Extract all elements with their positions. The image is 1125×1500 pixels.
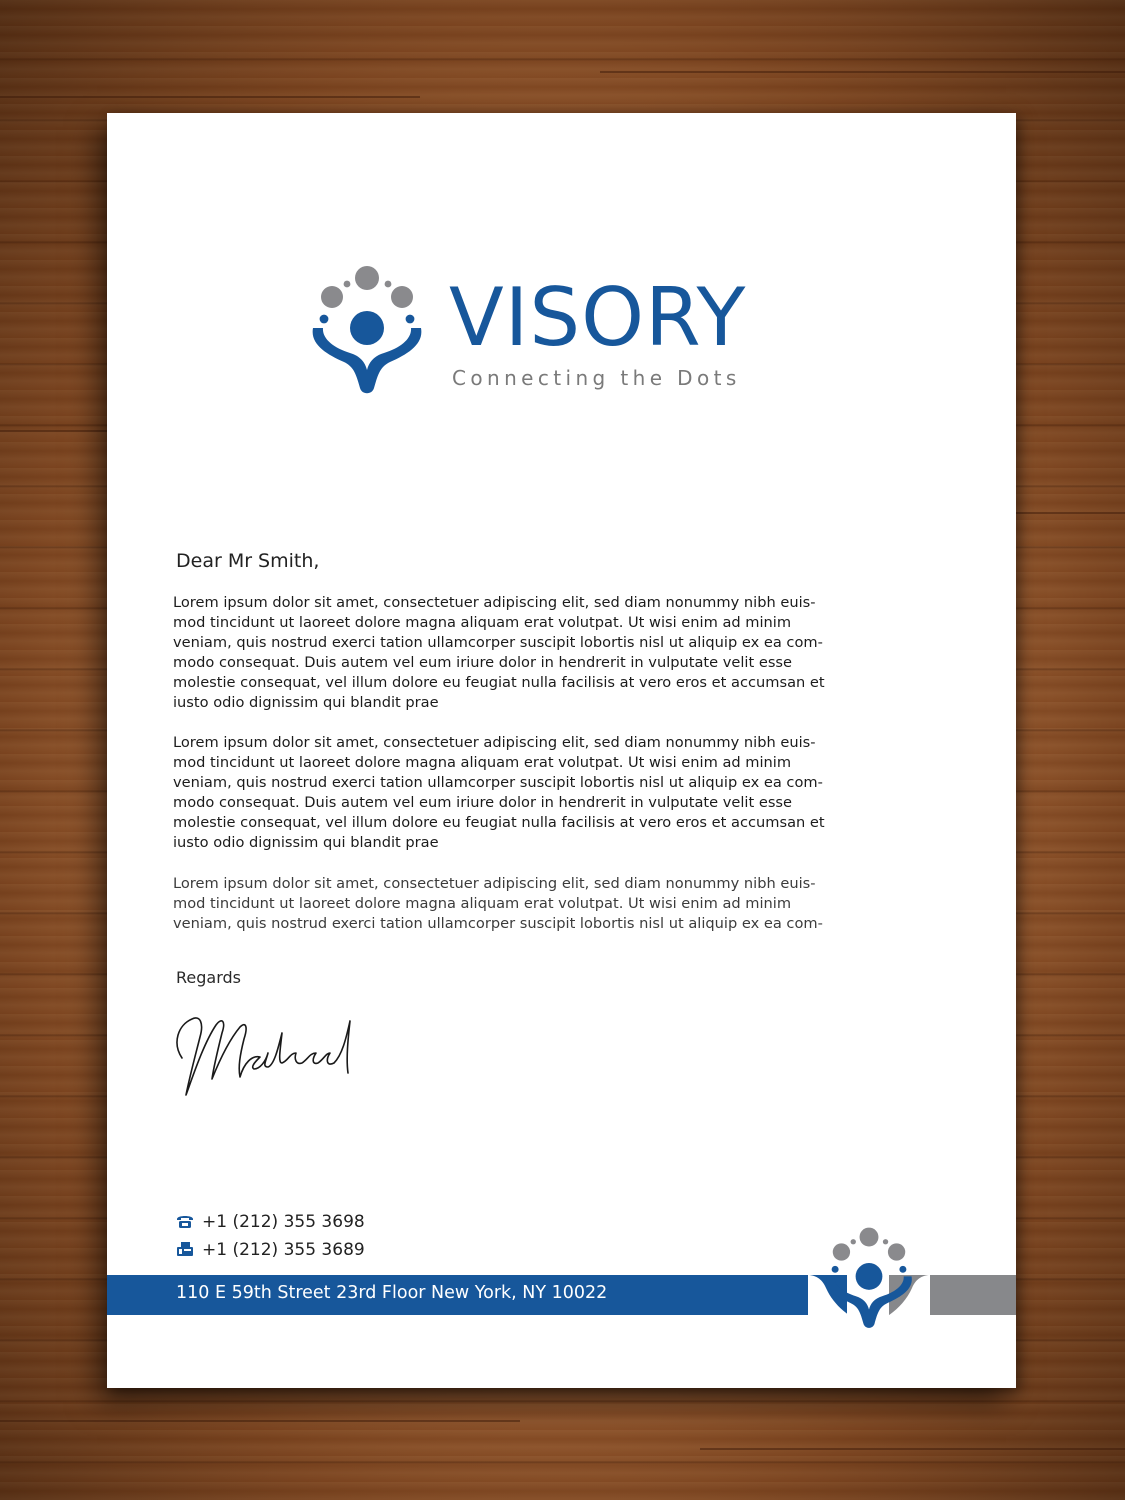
letter-paragraph bbox=[173, 874, 943, 934]
connected-dots-logo-icon bbox=[304, 264, 430, 396]
paragraph-line: iusto odio dignissim qui blandit prae bbox=[173, 834, 439, 851]
paragraph-line: mod tincidunt ut laoreet dolore magna aliquam erat volutpat. Ut wisi enim ad minim bbox=[173, 754, 792, 771]
paragraph-line: modo consequat. Duis autem vel eum iriure dolor in hendrerit in vulputate velit esse bbox=[173, 794, 793, 811]
brand-tagline: Connecting the Dots bbox=[452, 366, 741, 390]
wood-seam bbox=[0, 430, 107, 432]
fax-number: +1 (212) 355 3689 bbox=[202, 1240, 365, 1260]
paragraph-line: mod tincidunt ut laoreet dolore magna aliquam erat volutpat. Ut wisi enim ad minim bbox=[173, 895, 792, 912]
telephone-icon bbox=[176, 1213, 194, 1229]
wood-seam bbox=[0, 1420, 520, 1422]
wood-seam bbox=[700, 1448, 1125, 1450]
connected-dots-logo-icon bbox=[819, 1226, 919, 1330]
wood-seam bbox=[600, 71, 1125, 73]
handwritten-signature bbox=[170, 1003, 360, 1103]
paragraph-line: Lorem ipsum dolor sit amet, consectetuer adipiscing elit, sed diam nonummy nibh euis- bbox=[173, 875, 816, 892]
fax-icon bbox=[176, 1241, 194, 1257]
letter-paragraph bbox=[173, 733, 943, 853]
letter-closing: Regards bbox=[176, 968, 241, 987]
paragraph-line: Lorem ipsum dolor sit amet, consectetuer adipiscing elit, sed diam nonummy nibh euis- bbox=[173, 594, 816, 611]
letterhead-paper bbox=[107, 113, 1016, 1388]
paragraph-line: mod tincidunt ut laoreet dolore magna aliquam erat volutpat. Ut wisi enim ad minim bbox=[173, 614, 792, 631]
paragraph-line: veniam, quis nostrud exerci tation ullamcorper suscipit lobortis nisl ut aliquip ex ea com- bbox=[173, 774, 823, 791]
fax-contact bbox=[176, 1240, 365, 1260]
paragraph-line: molestie consequat, vel illum dolore eu feugiat nulla facilisis at vero eros et accumsan et bbox=[173, 674, 825, 691]
letter-paragraph bbox=[173, 593, 943, 713]
wood-seam bbox=[1016, 512, 1125, 514]
paragraph-line: molestie consequat, vel illum dolore eu feugiat nulla facilisis at vero eros et accumsan et bbox=[173, 814, 825, 831]
phone-contact bbox=[176, 1212, 365, 1232]
footer-address: 110 E 59th Street 23rd Floor New York, NY 10022 bbox=[176, 1283, 608, 1303]
letter-salutation: Dear Mr Smith, bbox=[176, 550, 320, 572]
paragraph-line: veniam, quis nostrud exerci tation ullamcorper suscipit lobortis nisl ut aliquip ex ea com- bbox=[173, 634, 823, 651]
paragraph-line: Lorem ipsum dolor sit amet, consectetuer adipiscing elit, sed diam nonummy nibh euis- bbox=[173, 734, 816, 751]
paragraph-line: veniam, quis nostrud exerci tation ullamcorper suscipit lobortis nisl ut aliquip ex ea com- bbox=[173, 915, 823, 932]
phone-number: +1 (212) 355 3698 bbox=[202, 1212, 365, 1232]
wood-seam bbox=[0, 96, 420, 98]
brand-name: VISORY bbox=[449, 271, 747, 364]
paragraph-line: iusto odio dignissim qui blandit prae bbox=[173, 694, 439, 711]
paragraph-line: modo consequat. Duis autem vel eum iriure dolor in hendrerit in vulputate velit esse bbox=[173, 654, 793, 671]
